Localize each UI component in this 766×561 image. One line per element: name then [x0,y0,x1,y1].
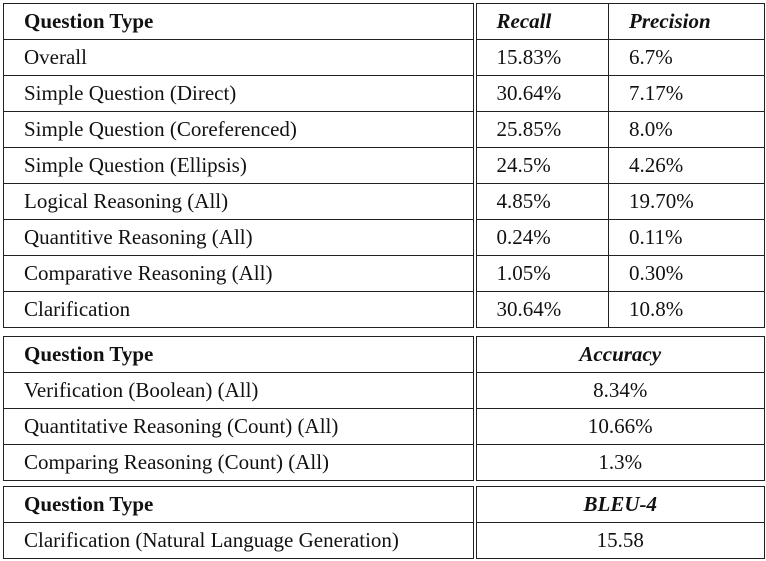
row-precision: 8.0% [609,112,765,148]
row-question-type: Quantitive Reasoning (All) [4,220,475,256]
row-precision: 4.26% [609,148,765,184]
row-precision: 6.7% [609,40,765,76]
table-row [4,373,765,409]
row-bleu: 15.58 [475,523,765,559]
row-recall: 15.83% [475,40,609,76]
bleu-table [3,486,765,559]
row-recall: 24.5% [475,148,609,184]
row-question-type: Quantitative Reasoning (Count) (All) [4,409,475,445]
table-row [4,292,765,328]
row-precision: 19.70% [609,184,765,220]
row-recall: 1.05% [475,256,609,292]
row-question-type: Logical Reasoning (All) [4,184,475,220]
row-precision: 10.8% [609,292,765,328]
table-row [4,445,765,481]
table-header-row [4,337,765,373]
row-accuracy: 10.66% [475,409,765,445]
table-row [4,76,765,112]
table-header-row [4,4,765,40]
row-recall: 30.64% [475,292,609,328]
recall-precision-table [3,3,765,328]
table-row [4,220,765,256]
row-question-type: Simple Question (Coreferenced) [4,112,475,148]
table-header-row [4,487,765,523]
row-accuracy: 1.3% [475,445,765,481]
row-recall: 4.85% [475,184,609,220]
table-row [4,184,765,220]
row-accuracy: 8.34% [475,373,765,409]
table-row [4,112,765,148]
header-question-type: Question Type [4,4,475,40]
row-question-type: Comparative Reasoning (All) [4,256,475,292]
header-precision: Precision [609,4,765,40]
table-row [4,40,765,76]
header-question-type: Question Type [4,337,475,373]
row-question-type: Simple Question (Direct) [4,76,475,112]
table-row [4,523,765,559]
header-question-type: Question Type [4,487,475,523]
row-recall: 0.24% [475,220,609,256]
row-question-type: Simple Question (Ellipsis) [4,148,475,184]
row-recall: 25.85% [475,112,609,148]
row-question-type: Clarification [4,292,475,328]
row-precision: 0.30% [609,256,765,292]
row-question-type: Clarification (Natural Language Generation) [4,523,475,559]
header-accuracy: Accuracy [475,337,765,373]
table-row [4,409,765,445]
header-bleu: BLEU-4 [475,487,765,523]
accuracy-table [3,336,765,481]
table-row [4,256,765,292]
row-recall: 30.64% [475,76,609,112]
row-question-type: Verification (Boolean) (All) [4,373,475,409]
row-question-type: Overall [4,40,475,76]
header-recall: Recall [475,4,609,40]
row-question-type: Comparing Reasoning (Count) (All) [4,445,475,481]
row-precision: 0.11% [609,220,765,256]
table-row [4,148,765,184]
row-precision: 7.17% [609,76,765,112]
